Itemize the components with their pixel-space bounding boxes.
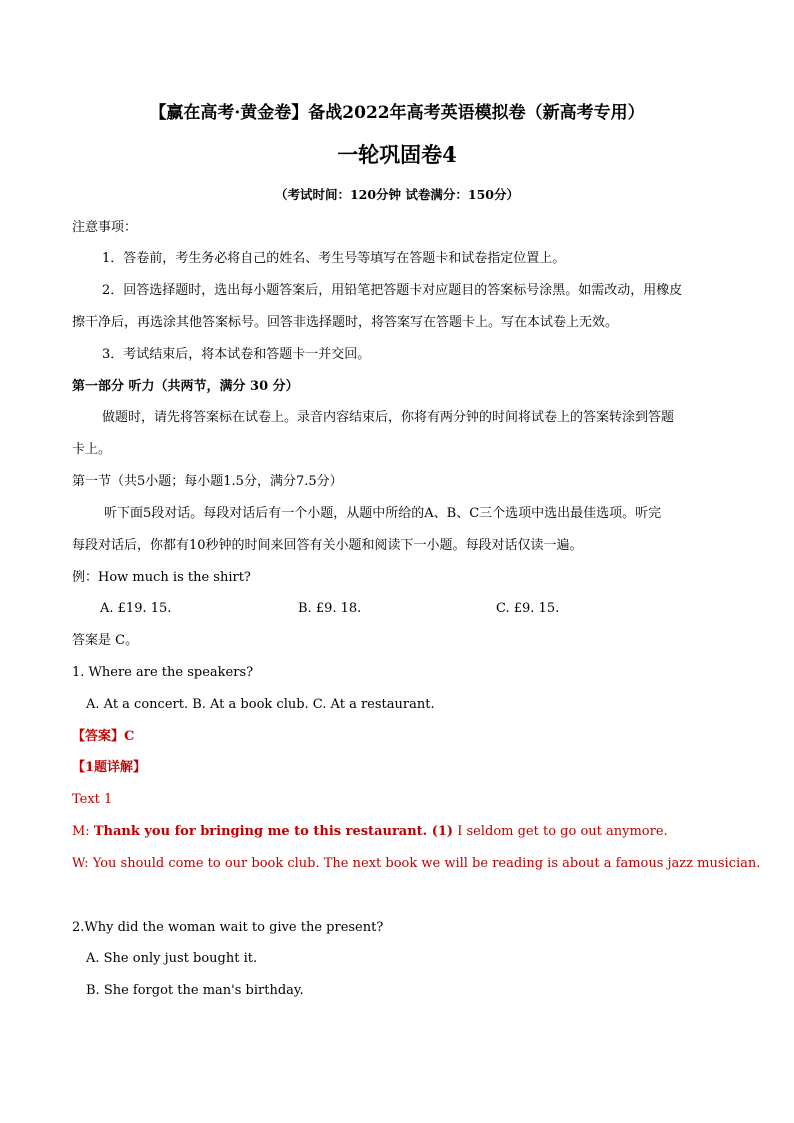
example-option-a: A. £19. 15. <box>100 601 172 616</box>
example-answer: 答案是 C。 <box>72 633 139 648</box>
notice-item-1: 1．答卷前，考生务必将自己的姓名、考生号等填写在答题卡和试卷指定位置上。 <box>102 251 566 266</box>
part1-heading: 第一部分 听力（共两节，满分 30 分） <box>72 379 299 394</box>
dialogue-man-rest: I seldom get to go out anymore. <box>453 824 668 839</box>
speaker-m: M: <box>72 824 94 839</box>
question-1-options: A. At a concert. B. At a book club. C. At a restaurant. <box>86 697 435 712</box>
question-2-option-b: B. She forgot the man's birthday. <box>86 983 304 998</box>
example-option-c: C. £9. 15. <box>496 601 560 616</box>
page-subtitle: 一轮巩固卷4 <box>337 142 457 167</box>
question-1: 1. Where are the speakers? <box>72 665 254 680</box>
answer-label: 【答案】C <box>72 729 135 744</box>
notice-heading: 注意事项： <box>72 220 138 235</box>
page-title: 【赢在高考·黄金卷】备战2022年高考英语模拟卷（新高考专用） <box>149 103 645 123</box>
notice-item-3: 3．考试结束后，将本试卷和答题卡一并交回。 <box>102 347 371 362</box>
text-label: Text 1 <box>72 792 113 807</box>
section1-heading: 第一节（共5小题；每小题1.5分，满分7.5分） <box>72 474 343 489</box>
section1-instructions: 听下面5段对话。每段对话后有一个小题，从题中所给的A、B、C三个选项中选出最佳选项。听完 <box>104 506 662 521</box>
dialogue-woman: W: You should come to our book club. The next book we will be reading is about a famous jazz musician. <box>72 856 761 871</box>
part1-intro-cont: 卡上。 <box>72 442 112 457</box>
notice-item-2: 2．回答选择题时，选出每小题答案后，用铅笔把答题卡对应题目的答案标号涂黑。如需改动，用橡皮 <box>102 283 683 298</box>
example-option-b: B. £9. 18. <box>298 601 362 616</box>
question-2-option-a: A. She only just bought it. <box>86 951 258 966</box>
dialogue-man <box>72 823 668 841</box>
section1-instructions-cont: 每段对话后，你都有10秒钟的时间来回答有关小题和阅读下一小题。每段对话仅读一遍。 <box>72 538 583 553</box>
highlighted-sentence: Thank you for bringing me to this restaurant. (1) <box>93 824 454 839</box>
example-question: 例：How much is the shirt? <box>72 570 251 585</box>
part1-intro: 做题时，请先将答案标在试卷上。录音内容结束后，你将有两分钟的时间将试卷上的答案转涂到答题 <box>102 410 675 425</box>
exam-info: （考试时间：120分钟 试卷满分：150分） <box>274 187 520 202</box>
question-2: 2.Why did the woman wait to give the present? <box>72 920 384 935</box>
notice-item-2-cont: 擦干净后，再选涂其他答案标号。回答非选择题时，将答案写在答题卡上。写在本试卷上无效。 <box>72 315 619 330</box>
detail-label: 【1题详解】 <box>72 760 147 775</box>
